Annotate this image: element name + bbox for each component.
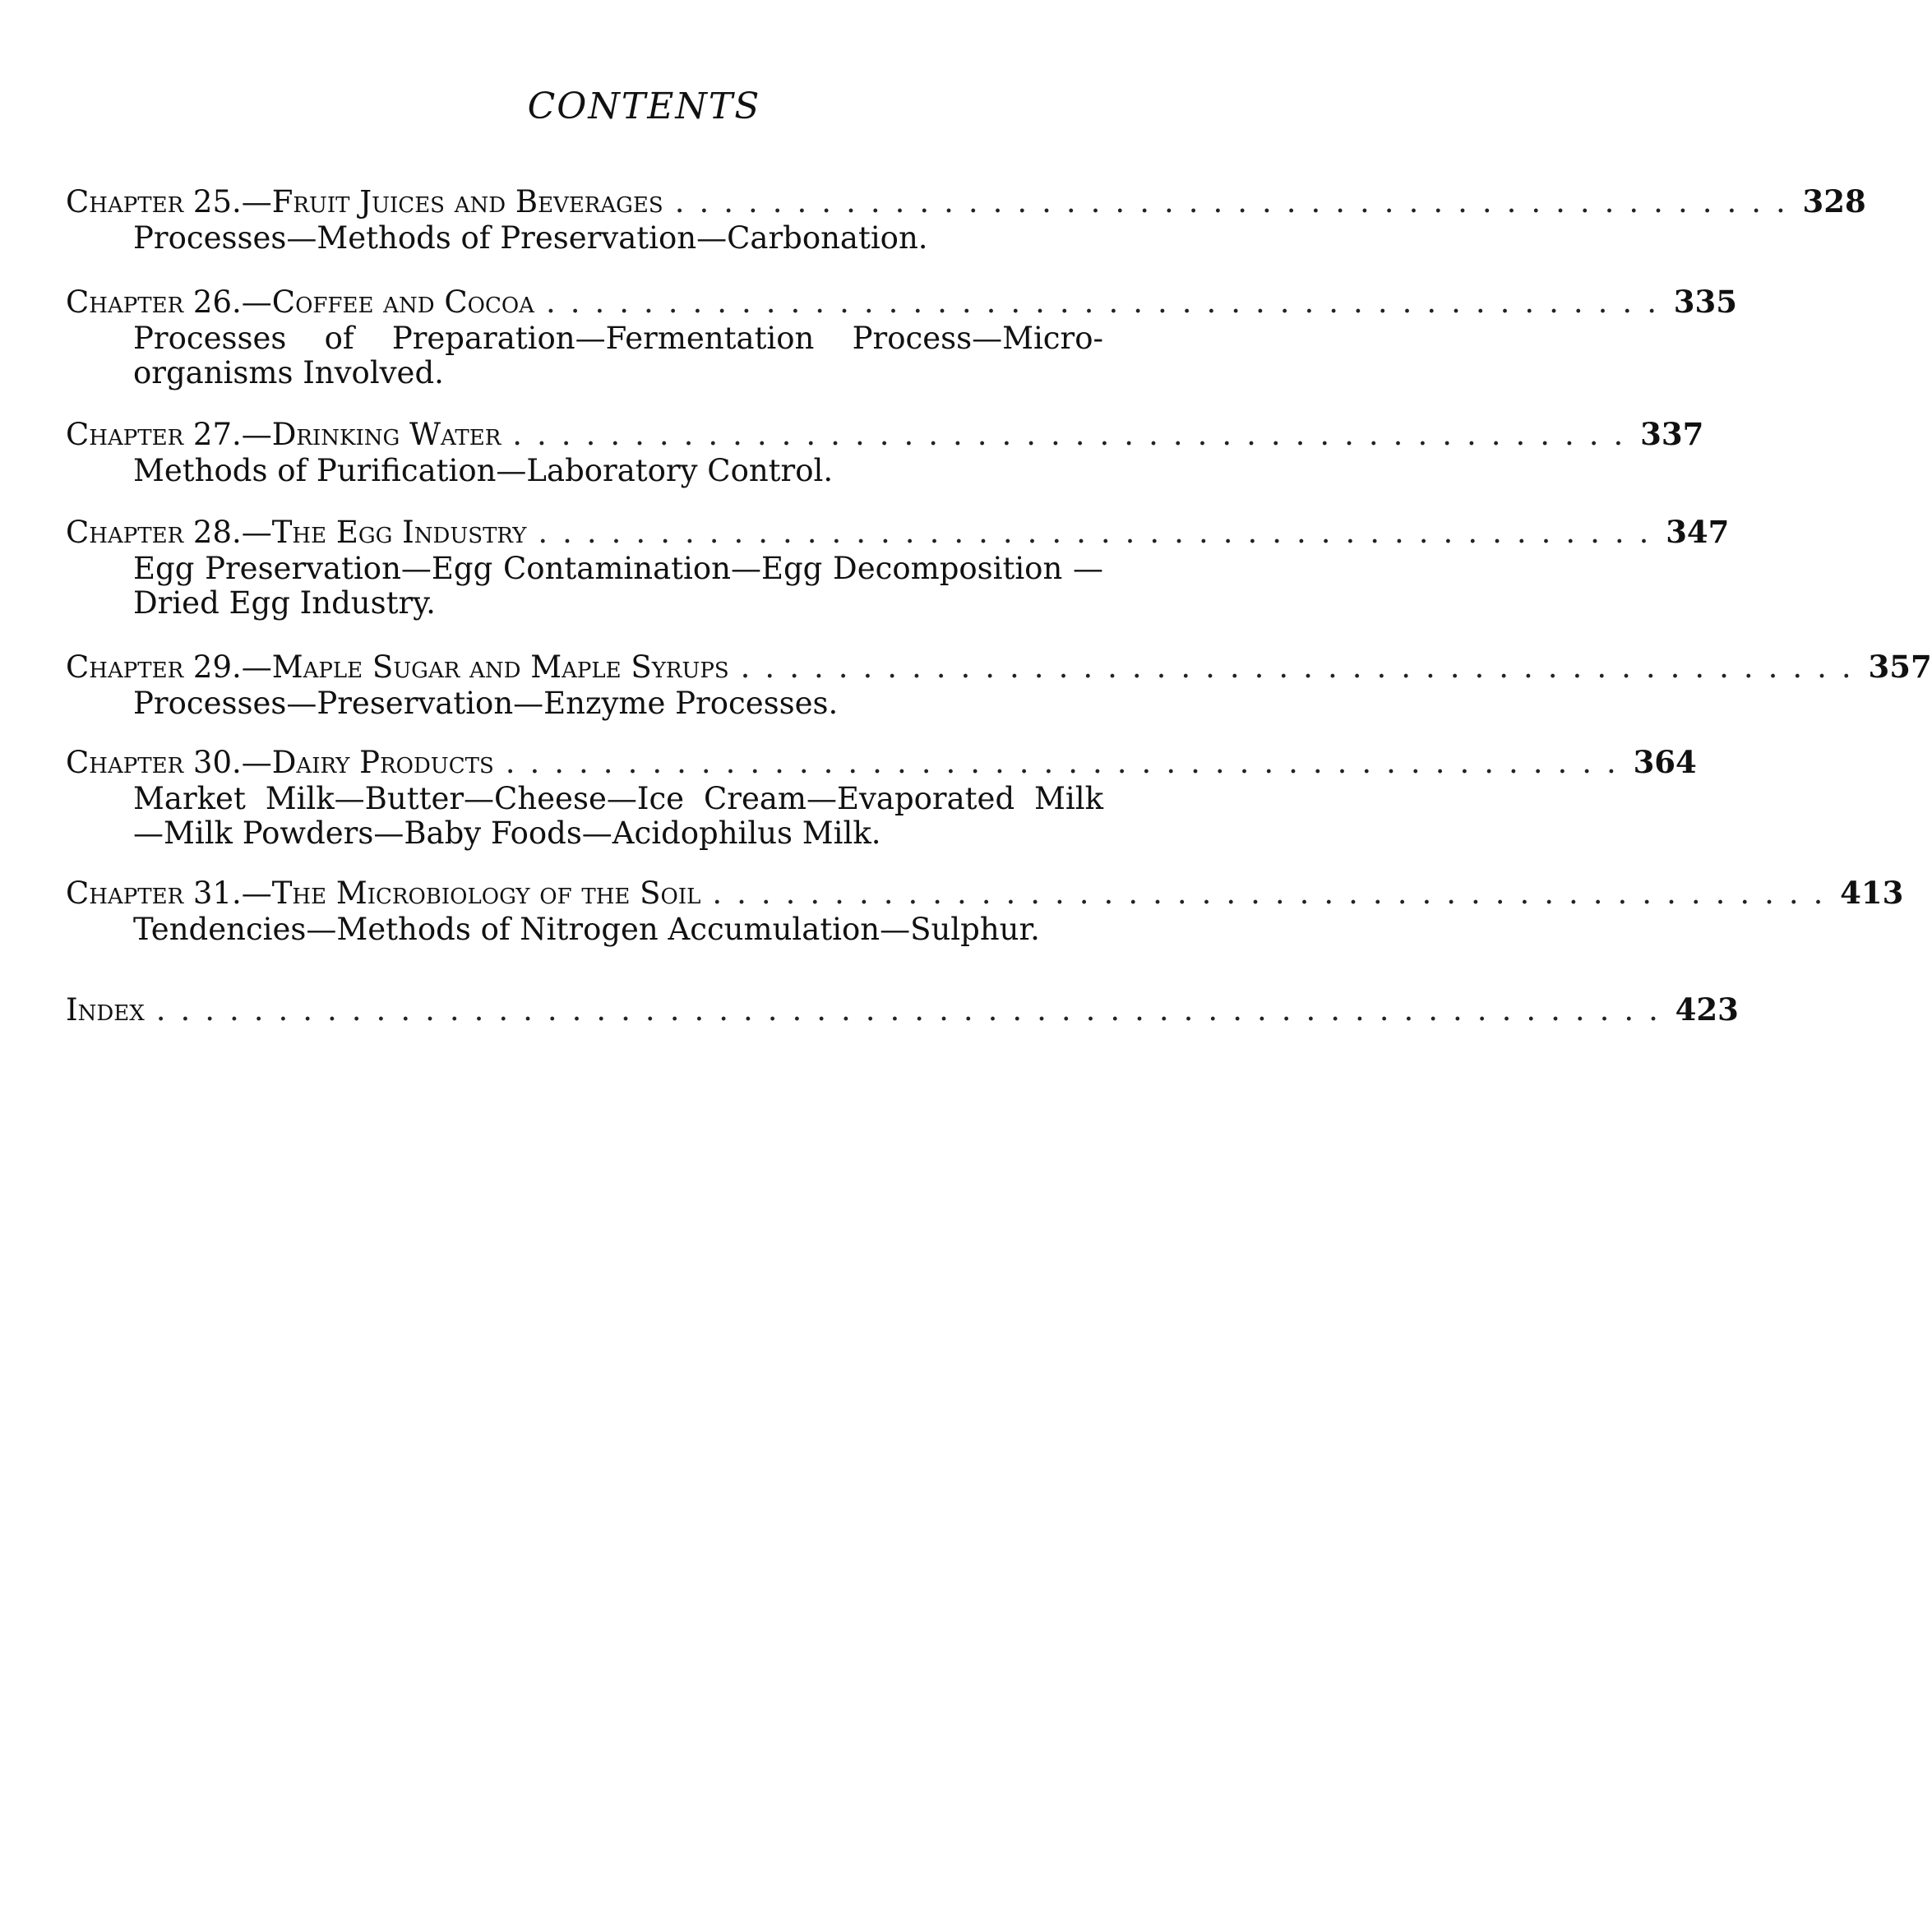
chapter-heading: Chapter 31.—The Microbiology of the Soil [66, 875, 701, 911]
chapter-heading: Chapter 29.—Maple Sugar and Maple Syrups [66, 649, 729, 685]
toc-heading-row [66, 874, 1904, 912]
toc-heading-row [66, 648, 1932, 686]
page-number: 328 [1802, 183, 1866, 219]
chapter-heading: Chapter 25.—Fruit Juices and Beverages [66, 184, 663, 219]
dot-leader: .............................................................. [155, 992, 1673, 1028]
page-number: 357 [1868, 649, 1932, 685]
page-title: CONTENTS [527, 85, 761, 127]
chapter-description: Market Milk—Butter—Cheese—Ice Cream—Evaporated Milk—Milk Powders—Baby Foods—Acidophilus Milk. [133, 781, 1103, 851]
dot-leader: .............................................. [538, 515, 1664, 550]
chapter-description: Processes—Preservation—Enzyme Processes. [133, 686, 839, 721]
toc-entry-chapter-27 [66, 415, 1704, 488]
toc-entry-chapter-29 [66, 648, 1932, 721]
toc-heading-row [66, 991, 1739, 1029]
chapter-heading: Chapter 26.—Coffee and Cocoa [66, 284, 534, 320]
dot-leader: .............................................. [712, 875, 1838, 911]
chapter-description: Egg Preservation—Egg Contamination—Egg Decomposition —Dried Egg Industry. [133, 551, 1103, 621]
toc-entry-index [66, 991, 1739, 1029]
index-heading: Index [66, 992, 145, 1028]
dot-leader: .............................................. [505, 745, 1631, 780]
page-number: 335 [1673, 284, 1737, 320]
toc-entry-chapter-30 [66, 743, 1697, 851]
page-number: 413 [1840, 875, 1904, 911]
dot-leader: .............................................. [674, 184, 1800, 219]
toc-heading-row [66, 743, 1697, 782]
chapter-heading: Chapter 28.—The Egg Industry [66, 515, 527, 550]
toc-heading-row [66, 283, 1737, 321]
chapter-description: Tendencies—Methods of Nitrogen Accumulation—Sulphur. [133, 912, 1040, 947]
page-number: 347 [1666, 514, 1730, 550]
toc-heading-row [66, 415, 1704, 454]
toc-entry-chapter-26 [66, 283, 1737, 390]
chapter-heading: Chapter 27.—Drinking Water [66, 417, 501, 452]
toc-entry-chapter-28 [66, 513, 1730, 621]
toc-entry-chapter-31 [66, 874, 1904, 947]
chapter-description: Processes—Methods of Preservation—Carbonation. [133, 220, 928, 256]
page-number: 364 [1633, 744, 1697, 780]
toc-heading-row [66, 513, 1730, 552]
dot-leader: .............................................. [545, 284, 1671, 320]
page-number: 423 [1675, 991, 1739, 1028]
dot-leader: .............................................. [512, 417, 1639, 452]
page-number: 337 [1640, 416, 1704, 452]
toc-entry-chapter-25 [66, 182, 1866, 256]
toc-heading-row [66, 182, 1866, 221]
chapter-description: Processes of Preparation—Fermentation Process—Micro-organisms Involved. [133, 321, 1103, 390]
dot-leader: .............................................. [740, 649, 1866, 685]
chapter-heading: Chapter 30.—Dairy Products [66, 745, 494, 780]
chapter-description: Methods of Purification—Laboratory Control. [133, 453, 834, 488]
